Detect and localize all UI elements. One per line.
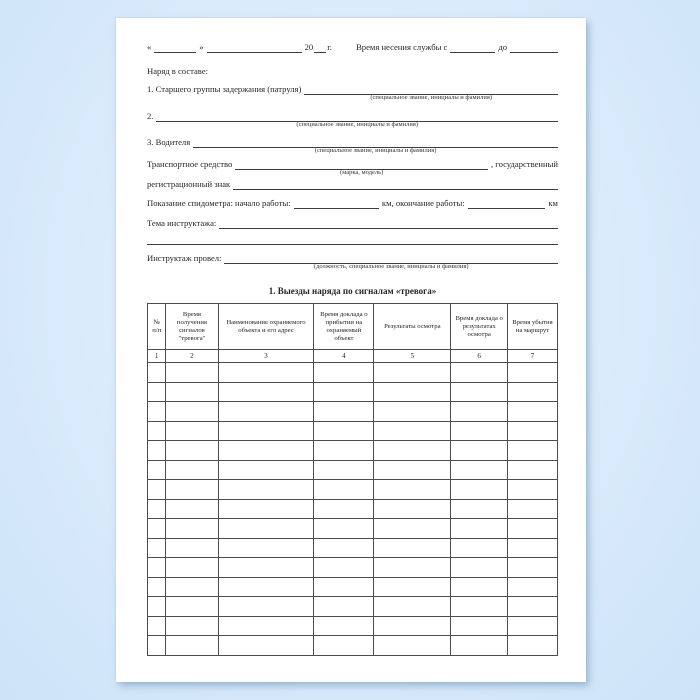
table-cell xyxy=(166,616,218,636)
instructor-label: Инструктаж провел: xyxy=(147,253,222,263)
table-cell xyxy=(218,577,314,597)
table-cell xyxy=(166,577,218,597)
table-cell xyxy=(507,538,557,558)
table-cell xyxy=(451,616,508,636)
table-cell xyxy=(218,538,314,558)
table-cell xyxy=(451,382,508,402)
service-time-group xyxy=(356,42,558,53)
table-cell xyxy=(218,616,314,636)
table-cell xyxy=(218,421,314,441)
table-cell xyxy=(166,558,218,578)
date-year-unit: г. xyxy=(327,42,332,52)
topic-line xyxy=(147,218,558,229)
instructor-line xyxy=(147,253,558,270)
table-cell xyxy=(314,616,374,636)
table-cell xyxy=(218,597,314,617)
table-cell xyxy=(314,480,374,500)
table-row xyxy=(148,499,558,519)
table-cell xyxy=(166,538,218,558)
table-cell xyxy=(314,363,374,383)
table-cell xyxy=(507,441,557,461)
table-cell xyxy=(148,460,166,480)
table-cell xyxy=(451,480,508,500)
table-cell xyxy=(507,577,557,597)
table-cell xyxy=(507,636,557,656)
table-cell xyxy=(507,558,557,578)
table-cell xyxy=(374,382,451,402)
table-cell xyxy=(166,382,218,402)
table-cell xyxy=(314,499,374,519)
date-year-prefix: 20 xyxy=(304,42,314,52)
table-cell xyxy=(218,441,314,461)
table-cell xyxy=(374,519,451,539)
member3-label: 3. Водителя xyxy=(147,137,191,147)
table-cell xyxy=(451,538,508,558)
column-number: 5 xyxy=(374,350,451,363)
table-cell xyxy=(314,402,374,422)
alarm-log-table xyxy=(147,303,558,656)
table-cell xyxy=(148,558,166,578)
table-cell xyxy=(166,441,218,461)
vehicle-label: Транспортное средство xyxy=(147,159,233,169)
column-number: 4 xyxy=(314,350,374,363)
table-cell xyxy=(451,577,508,597)
table-cell xyxy=(218,460,314,480)
column-number: 1 xyxy=(148,350,166,363)
table-cell xyxy=(314,519,374,539)
table-row xyxy=(148,441,558,461)
column-number: 6 xyxy=(451,350,508,363)
speedometer-unit-label: км xyxy=(548,198,558,208)
table-cell xyxy=(218,480,314,500)
col-header-results-report-time: Время доклада о результатах осмотра xyxy=(451,304,508,350)
table-cell xyxy=(374,480,451,500)
table-cell xyxy=(166,636,218,656)
table-cell xyxy=(218,402,314,422)
speedometer-label: Показание спидометра: начало работы: xyxy=(147,198,291,208)
table-row xyxy=(148,636,558,656)
table-row xyxy=(148,460,558,480)
table-cell xyxy=(218,519,314,539)
member1-line xyxy=(147,84,558,101)
vehicle-suffix: , государственный xyxy=(490,159,558,169)
document-sheet xyxy=(116,18,586,682)
speedometer-line xyxy=(147,198,558,209)
speedometer-mid-label: км, окончание работы: xyxy=(381,198,465,208)
table-cell xyxy=(507,499,557,519)
table-cell xyxy=(148,382,166,402)
table-cell xyxy=(507,402,557,422)
table-cell xyxy=(374,636,451,656)
column-number: 7 xyxy=(507,350,557,363)
date-year-blank xyxy=(314,42,326,53)
table-cell xyxy=(166,363,218,383)
table-cell xyxy=(314,558,374,578)
table-cell xyxy=(218,558,314,578)
member3-line xyxy=(147,137,558,154)
date-close-quote: » xyxy=(199,42,204,52)
table-cell xyxy=(148,499,166,519)
speedometer-end-blank xyxy=(468,198,546,209)
table-cell xyxy=(507,363,557,383)
col-header-object-name: Наименование охраняемого объекта и его адрес xyxy=(218,304,314,350)
table-cell xyxy=(166,519,218,539)
table-cell xyxy=(374,538,451,558)
table-cell xyxy=(451,499,508,519)
table-row xyxy=(148,616,558,636)
table-cell xyxy=(166,421,218,441)
service-time-label: Время несения службы с xyxy=(356,42,448,52)
col-header-departure-time: Время убытия на маршрут xyxy=(507,304,557,350)
table-cell xyxy=(374,402,451,422)
table-cell xyxy=(148,402,166,422)
col-header-alarm-time: Время получения сигналов "тревога" xyxy=(166,304,218,350)
service-time-to-label: до xyxy=(498,42,507,52)
registration-label: регистрационный знак xyxy=(147,179,231,189)
table-cell xyxy=(218,382,314,402)
table-cell xyxy=(148,421,166,441)
table-cell xyxy=(507,460,557,480)
table-cell xyxy=(507,382,557,402)
table-cell xyxy=(451,402,508,422)
table-cell xyxy=(166,499,218,519)
table-cell xyxy=(451,421,508,441)
col-header-inspection-results: Результаты осмотра xyxy=(374,304,451,350)
member1-blank xyxy=(304,84,558,101)
table-cell xyxy=(314,597,374,617)
member2-sublabel: (специальное звание, инициалы и фамилия) xyxy=(296,121,419,128)
table-cell xyxy=(148,597,166,617)
log-table-body xyxy=(148,363,558,656)
vehicle-sublabel: (марка, модель) xyxy=(339,169,384,176)
table-cell xyxy=(314,441,374,461)
member2-blank xyxy=(156,111,558,128)
table-cell xyxy=(451,597,508,617)
table-cell xyxy=(451,519,508,539)
date-open-quote: « xyxy=(147,42,152,52)
table-cell xyxy=(218,499,314,519)
topic-continuation-blank xyxy=(147,237,558,245)
table-cell xyxy=(314,577,374,597)
table-cell xyxy=(148,538,166,558)
table-row xyxy=(148,480,558,500)
table-row xyxy=(148,382,558,402)
column-number: 2 xyxy=(166,350,218,363)
service-time-from-blank xyxy=(450,42,495,53)
table-row xyxy=(148,519,558,539)
table-header-row xyxy=(148,304,558,350)
date-service-line xyxy=(147,42,558,53)
table-cell xyxy=(166,597,218,617)
table-cell xyxy=(166,480,218,500)
table-row xyxy=(148,577,558,597)
vehicle-line xyxy=(147,159,558,176)
table-cell xyxy=(148,616,166,636)
table-cell xyxy=(148,363,166,383)
table-cell xyxy=(148,577,166,597)
table-cell xyxy=(148,636,166,656)
table-row xyxy=(148,363,558,383)
table-cell xyxy=(507,421,557,441)
table-cell xyxy=(507,597,557,617)
table-cell xyxy=(314,460,374,480)
instructor-sublabel: (должность, специальное звание, инициалы и фамилия) xyxy=(313,263,469,270)
table-cell xyxy=(451,558,508,578)
table-row xyxy=(148,597,558,617)
squad-label: Наряд в составе: xyxy=(147,66,209,76)
table-cell xyxy=(374,421,451,441)
table-cell xyxy=(507,616,557,636)
topic-blank xyxy=(219,218,558,229)
table-cell xyxy=(166,460,218,480)
table-cell xyxy=(374,616,451,636)
table-cell xyxy=(374,460,451,480)
table-cell xyxy=(314,636,374,656)
table-cell xyxy=(451,441,508,461)
table-cell xyxy=(374,499,451,519)
table-cell xyxy=(148,519,166,539)
table-row xyxy=(148,421,558,441)
table-cell xyxy=(218,363,314,383)
member1-label: 1. Старшего группы задержания (патруля) xyxy=(147,84,302,94)
speedometer-start-blank xyxy=(294,198,379,209)
table-cell xyxy=(148,441,166,461)
member1-sublabel: (специальное звание, инициалы и фамилия) xyxy=(370,94,492,101)
table-cell xyxy=(314,421,374,441)
date-group xyxy=(147,42,332,53)
table-cell xyxy=(314,538,374,558)
table-row xyxy=(148,402,558,422)
table-cell xyxy=(374,597,451,617)
column-numbers-row xyxy=(148,350,558,363)
vehicle-blank xyxy=(235,159,488,176)
table-row xyxy=(148,538,558,558)
date-month-blank xyxy=(207,42,302,53)
table-cell xyxy=(451,636,508,656)
table-cell xyxy=(166,402,218,422)
col-header-number: № п/п xyxy=(148,304,166,350)
table-cell xyxy=(451,460,508,480)
date-day-blank xyxy=(154,42,196,53)
table-cell xyxy=(374,363,451,383)
column-number: 3 xyxy=(218,350,314,363)
table-cell xyxy=(507,480,557,500)
table-cell xyxy=(314,382,374,402)
squad-line xyxy=(147,66,558,77)
table-cell xyxy=(218,636,314,656)
member3-blank xyxy=(193,137,558,154)
table-cell xyxy=(451,363,508,383)
table-cell xyxy=(148,480,166,500)
topic-label: Тема инструктажа: xyxy=(147,218,217,228)
table-cell xyxy=(374,558,451,578)
member2-line xyxy=(147,111,558,128)
section-title: 1. Выезды наряда по сигналам «тревога» xyxy=(268,286,437,296)
col-header-arrival-report-time: Время доклада о прибытии на охраняемый объект xyxy=(314,304,374,350)
service-time-to-blank xyxy=(510,42,558,53)
table-cell xyxy=(374,577,451,597)
table-row xyxy=(148,558,558,578)
instructor-blank xyxy=(224,253,558,270)
registration-line xyxy=(147,179,558,190)
member3-sublabel: (специальное звание, инициалы и фамилия) xyxy=(314,147,437,154)
table-cell xyxy=(507,519,557,539)
member2-label: 2. xyxy=(147,111,154,121)
registration-blank xyxy=(233,179,558,190)
table-cell xyxy=(374,441,451,461)
